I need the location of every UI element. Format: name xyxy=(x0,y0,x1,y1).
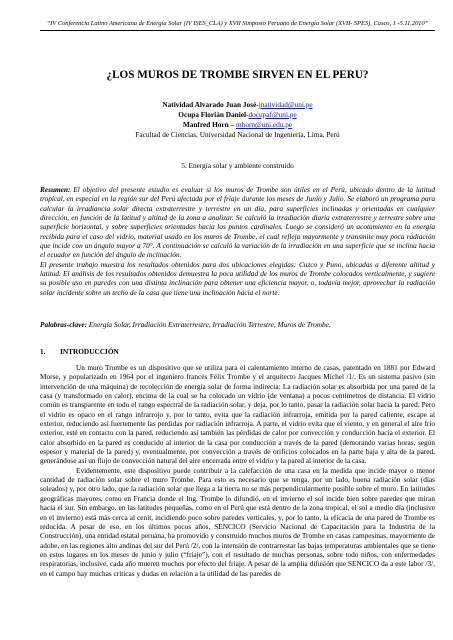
author-line: Natividad Alvarado Juan José-jnatividad@uni.pe xyxy=(162,100,313,109)
author-name: Manfred Horn xyxy=(182,120,229,129)
keywords-text: Energía Solar, Irradiación Extraterrestre, Irradiación Terrestre, Muros de Trombe. xyxy=(87,320,331,329)
author-name: Natividad Alvarado Juan José xyxy=(162,100,257,109)
author-email-link[interactable]: docupaf@uni.pe xyxy=(248,110,297,119)
author-email-link[interactable]: jnatividad@uni.pe xyxy=(258,100,313,109)
abstract-text: El objetivo del presente estudio es evaluar si los muros de Trombe son útiles en el Perú, ubicado dentro de la latitud tropical, en especial en la región sur del Perú afectada por el friaje durante los meses de Junio y Julio. Se elaboró un programa para calcular la irradiancia solar directa extraterrestre y terrestre en un día, para superficies inclinadas y orientadas en cualquier dirección, en función de la latitud y altitud de la zona a analizar. Se calculó la irradiación diaria extraterrestre y terrestre sobre una superficie horizontal, y sobre superficies orientadas hacia los puntos cardinales. Luego se consideró un acotamiento en la energía recibida para el caso del vidrio, material usado en los muros de Trombe, el cual refleja mayormente y transmite muy poca radiación que incide con un ángulo mayor a 70°. A continuación se calculó la variación de la irradiación en una superficie que se inclina hacia el ecuador en función del ángulo de inclinación. xyxy=(40,185,435,260)
keywords xyxy=(40,320,435,329)
conference-header: “IV Conferencia Latino Americana de Energía Solar (IV ISES_CLA) y XVII Simposio Peruano de Energía Solar (XVII- SPES), Cusco, 1 -5.11.2010” xyxy=(46,20,429,27)
author-email-link[interactable]: mhorn@uni.edu.pe xyxy=(236,120,293,129)
abstract xyxy=(40,185,435,297)
affiliation: Facultad de Ciencias, Universidad Nacional de Ingeniería, Lima, Perú xyxy=(135,130,340,139)
paper-title: ¿LOS MUROS DE TROMBE SIRVEN EN EL PERU? xyxy=(106,69,369,81)
body-paragraph: Un muro Trombe es un dispositivo que se utiliza para el calentamiento interno de casas, patentado en 1881 por Edward Morse, y popularizado en 1964 por el ingeniero francés Félix Trombe y el arquitecto Jacques Michel /1/. Es un sistema pasivo (sin intervención de una máquina) de recolección de energía solar de forma indirecta: La radiación solar es absorbida por una pared de la casa (y transformado en calor), encima de la cual se ha colocado un vidrio (de ventana) a pocos centímetros de distancia. El vidrio común es transparente en todo el rango espectral de la radiación solar, y deja, por lo tanto, pasar la radiación solar hacia la pared. Pero el vidrio es opaco en el rango infrarrojo y, por lo tanto, evita que la radiación infrarroja, emitida por la pared caliente, escape al exterior, reduciendo así fuertemente las perdidas por radiación infrarroja. A parte, el vidrio evita que el viento, y en general el aire frío exterior, esté en contacto con la pared, reduciendo así también las pérdidas de calor por convección y conducción hacia el exterior. El calor absorbido en la pared es conducido al interior de la casa por conducción a través de la pared (demorando varias horas, según espesor y material de la pared) y, eventualmente, por convección a través de orificios colocados en la parte baja y alta de la pared, generándose así un flujo de convección natural del aire encerrada entre el vidrio y la pared al interior de la casa. xyxy=(40,363,435,466)
body-paragraph: Evidentemente, este dispositivo puede contribuir a la calefacción de una casa en la medida que incide mayor o menor cantidad de radiación solar sobre el muro Trombe. Para esto es necesario que se tenga, por un lado, buena radiación solar (días soleados) y, por otro lado, que la radiación solar que llega a la tierra no se más perpendicularmente posible sobre el muro. En latitudes geográficas mayores, como en Francia donde el Ing. Trombe lo difundió, en el invierno el sol incide bien sobre paredes que miran hacia el sur. Sin embargo, en las latitudes pequeñas, como en el Perú que está dentro de la zona tropical, el sol a medio día (inclusive en el invierno) está más cerca al cenit, incidiendo poco sobre paredes verticales, y, por lo tanto, la eficacia de una pared de Trombe es reducida. A pesar de eso, en los últimos pocos años, SENCICO (Servicio Nacional de Capacitación para la Industria de la Construcción), una entidad estatal peruana, ha promovido y construido muchos muros de Trombe en casas campesinas, mayormente de adobe, en las regiones alto andinas del sur del Perú /2/, con la intensión de contrarrestar las bajas temperaturas ambientales que se tiene en estos lugares en los meses de junio y julio (“friaje”), con el resultado de muchas personas, sobre todo niños, con enfermedades respiratorias, inclusive, cada año mueren muchos por efecto del friaje. A pesar de la amplia difusión que SENCICO da a este labor /3/, en el campo hay muchas críticas y dudas en relación a la utilidad de las paredes de xyxy=(40,465,435,578)
topic-line: 5. Energía solar y ambiente construido xyxy=(181,161,294,170)
section-heading xyxy=(40,347,435,356)
author-name: Ocupa Florián Daniel xyxy=(178,110,246,119)
section-title: INTRODUCCIÓN xyxy=(60,347,119,356)
section-number: 1. xyxy=(40,347,46,356)
abstract-label: Resumen: xyxy=(40,185,71,194)
author-line: Ocupa Florián Daniel-docupaf@uni.pe xyxy=(178,110,297,119)
author-line: Manfred Horn – mhorn@uni.edu.pe xyxy=(182,120,293,129)
body-text xyxy=(40,363,435,578)
abstract-text-continued: El presente trabajo muestra los resultados obtenidos para dos ubicaciones elegidas: Cuzco y Puno, ubicadas a diferente altitud y latitud. El análisis de los resultados obtenidos demuestra la poca utilidad de los muros de Trombe colocados verticalmente, y sugiere su posible uso en paredes con una distinta inclinación para obtener una eficiencia mayor, o, todavía mejor, aprovechar la radiación solar incidente sobre un techo de la casa que tiene una inclinación hacia el norte. xyxy=(40,259,435,297)
author-block xyxy=(40,100,435,140)
header-divider xyxy=(40,30,435,31)
keywords-label: Palabras-clave: xyxy=(40,320,88,329)
